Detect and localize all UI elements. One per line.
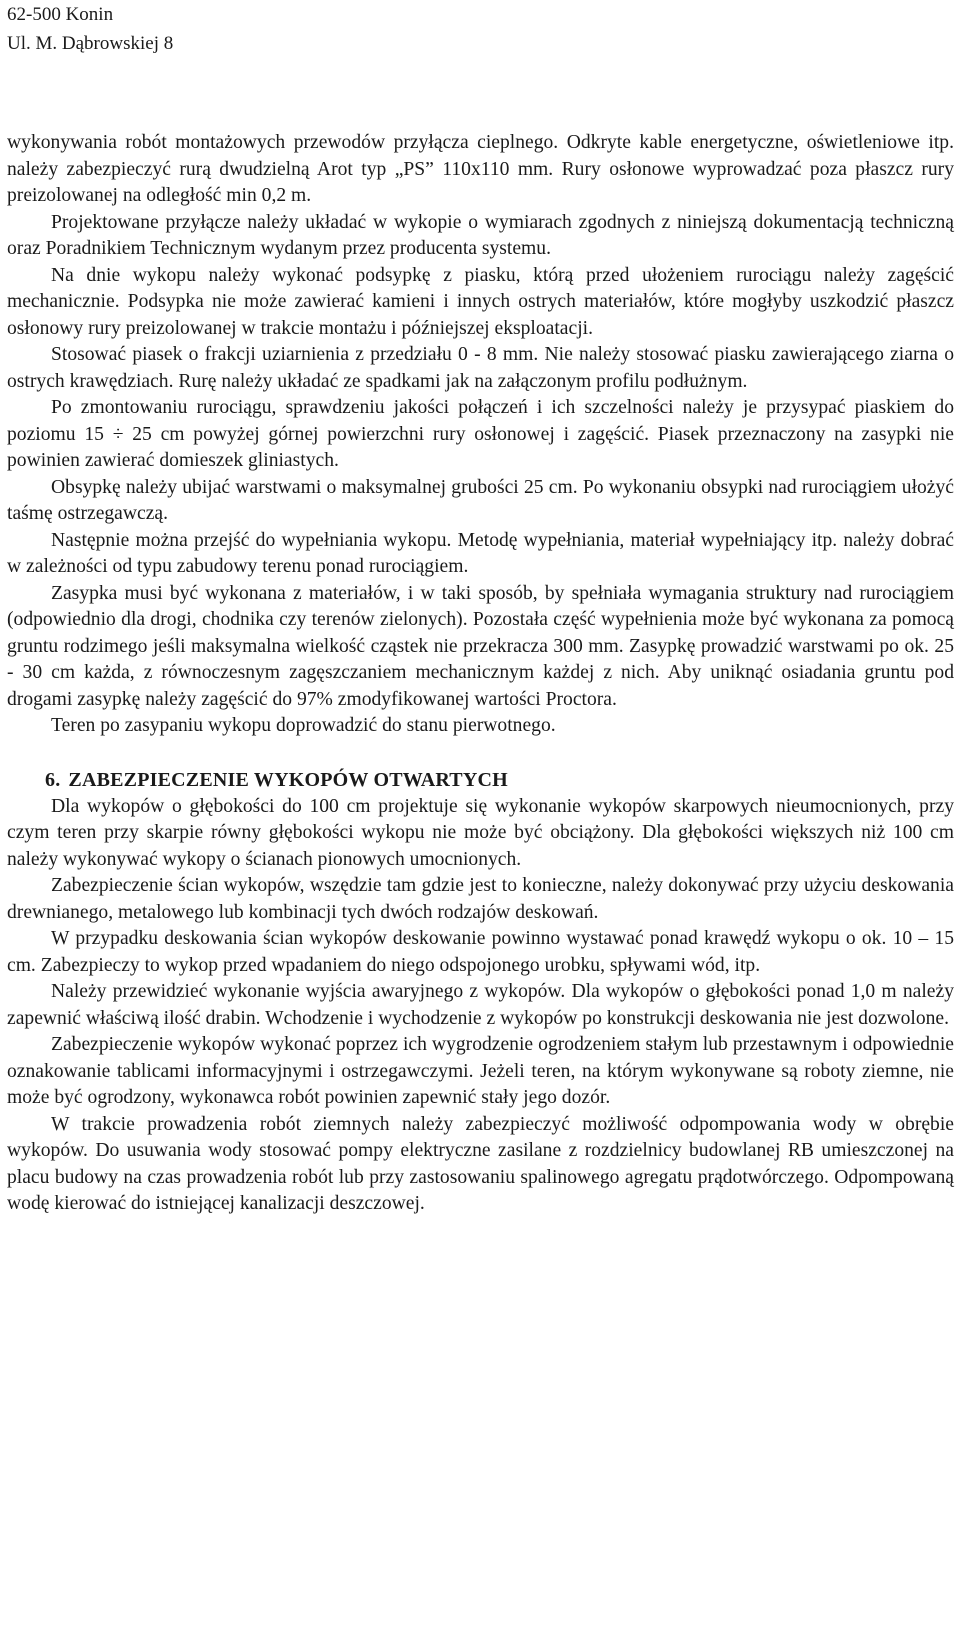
paragraph: Zabezpieczenie ścian wykopów, wszędzie tam gdzie jest to konieczne, należy dokonywać przy użyciu deskowania drewnianego, metalowego lub kombinacji tych dwóch rodzajów deskowań.: [7, 875, 954, 923]
paragraph: Zabezpieczenie wykopów wykonać poprzez ich wygrodzenie ogrodzeniem stałym lub przestawnym i odpowiednie oznakowanie tablicami informacyjnymi i ostrzegawczymi. Jeżeli teren, na którym wykonywane są roboty ziemne, nie może być ogrodzony, wykonawca robót powinien zapewnić stały jego dozór.: [7, 1034, 954, 1108]
document-body: [7, 130, 954, 1218]
address-header: [7, 0, 173, 58]
paragraph: Należy przewidzieć wykonanie wyjścia awaryjnego z wykopów. Dla wykopów o głębokości ponad 1,0 m należy zapewnić właściwą ilość drabin. Wchodzenie i wychodzenie z wykopów po konstrukcji deskowania nie jest dozwolone.: [7, 981, 954, 1029]
paragraph: Obsypkę należy ubijać warstwami o maksymalnej grubości 25 cm. Po wykonaniu obsypki nad rurociągiem ułożyć taśmę ostrzegawczą.: [7, 476, 954, 524]
paragraph: Dla wykopów o głębokości do 100 cm projektuje się wykonanie wykopów skarpowych nieumocnionych, przy czym teren przy skarpie równy głębokości wykopu nie może być obciążony. Dla głębokości większych niż 100 cm należy wykonywać wykopy o ścianach pionowych umocnionych.: [7, 795, 954, 870]
address-postal-city: 62-500 Konin: [7, 4, 114, 25]
paragraph: Następnie można przejść do wypełniania wykopu. Metodę wypełniania, materiał wypełniający itp. należy dobrać w zależności od typu zabudowy terenu ponad rurociągiem.: [7, 529, 954, 577]
section-heading: [7, 766, 954, 794]
paragraph: Teren po zasypaniu wykopu doprowadzić do stanu pierwotnego.: [51, 715, 556, 736]
paragraph: wykonywania robót montażowych przewodów przyłącza cieplnego. Odkryte kable energetyczne, oświetleniowe itp. należy zabezpieczyć rurą dwudzielną Arot typ „PS” 110x110 mm. Rury osłonowe wyprowadzać poza płaszcz rury preizolowanej na odległość min 0,2 m.: [7, 132, 954, 206]
paragraph: W przypadku deskowania ścian wykopów deskowanie powinno wystawać ponad krawędź wykopu o ok. 10 – 15 cm. Zabezpieczy to wykop przed wpadaniem do niego odspojonego urobku, spływami wód, itp.: [7, 928, 954, 976]
paragraph: Po zmontowaniu rurociągu, sprawdzeniu jakości połączeń i ich szczelności należy je przysypać piaskiem do poziomu 15 ÷ 25 cm powyżej górnej powierzchni rury osłonowej i zagęścić. Piasek przeznaczony na zasypki nie powinien zawierać domieszek gliniastych.: [7, 397, 954, 471]
address-street: Ul. M. Dąbrowskiej 8: [7, 33, 174, 54]
paragraph: W trakcie prowadzenia robót ziemnych należy zabezpieczyć możliwość odpompowania wody w obrębie wykopów. Do usuwania wody stosować pompy elektryczne zasilane z rozdzielnicy budowlanej RB umieszczonej na placu budowy na czas prowadzenia robót lub przy zastosowaniu spalinowego agregatu prądotwórczego. Odpompowaną wodę kierować do istniejącej kanalizacji deszczowej.: [7, 1113, 954, 1214]
paragraph: Projektowane przyłącze należy układać w wykopie o wymiarach zgodnych z niniejszą dokumentacją techniczną oraz Poradnikiem Technicznym wydanym przez producenta systemu.: [7, 211, 954, 259]
paragraph: Stosować piasek o frakcji uziarnienia z przedziału 0 - 8 mm. Nie należy stosować piasku zawierającego ziarna o ostrych krawędziach. Rurę należy układać ze spadkami jak na załączonym profilu podłużnym.: [7, 344, 954, 392]
paragraph: Zasypka musi być wykonana z materiałów, i w taki sposób, by spełniała wymagania struktury nad rurociągiem (odpowiednio dla drogi, chodnika czy terenów zielonych). Pozostała część wypełnienia może być wykonana za pomocą gruntu rodzimego jeśli maksymalna wielkość cząstek nie przekracza 300 mm. Zasypkę prowadzić warstwami po ok. 25 - 30 cm każda, z równoczesnym zagęszczaniem mechanicznym każdej z nich. Aby uniknąć osiadania gruntu pod drogami zasypkę należy zagęścić do 97% zmodyfikowanej wartości Proctora.: [7, 582, 954, 710]
section-number: 6.: [45, 768, 61, 791]
paragraph: Na dnie wykopu należy wykonać podsypkę z piasku, którą przed ułożeniem rurociągu należy zagęścić mechanicznie. Podsypka nie może zawierać kamieni i innych ostrych materiałów, które mogłyby uszkodzić płaszcz osłonowy rury preizolowanej w trakcie montażu i późniejszej eksploatacji.: [7, 264, 954, 339]
section-title: ZABEZPIECZENIE WYKOPÓW OTWARTYCH: [68, 768, 508, 791]
